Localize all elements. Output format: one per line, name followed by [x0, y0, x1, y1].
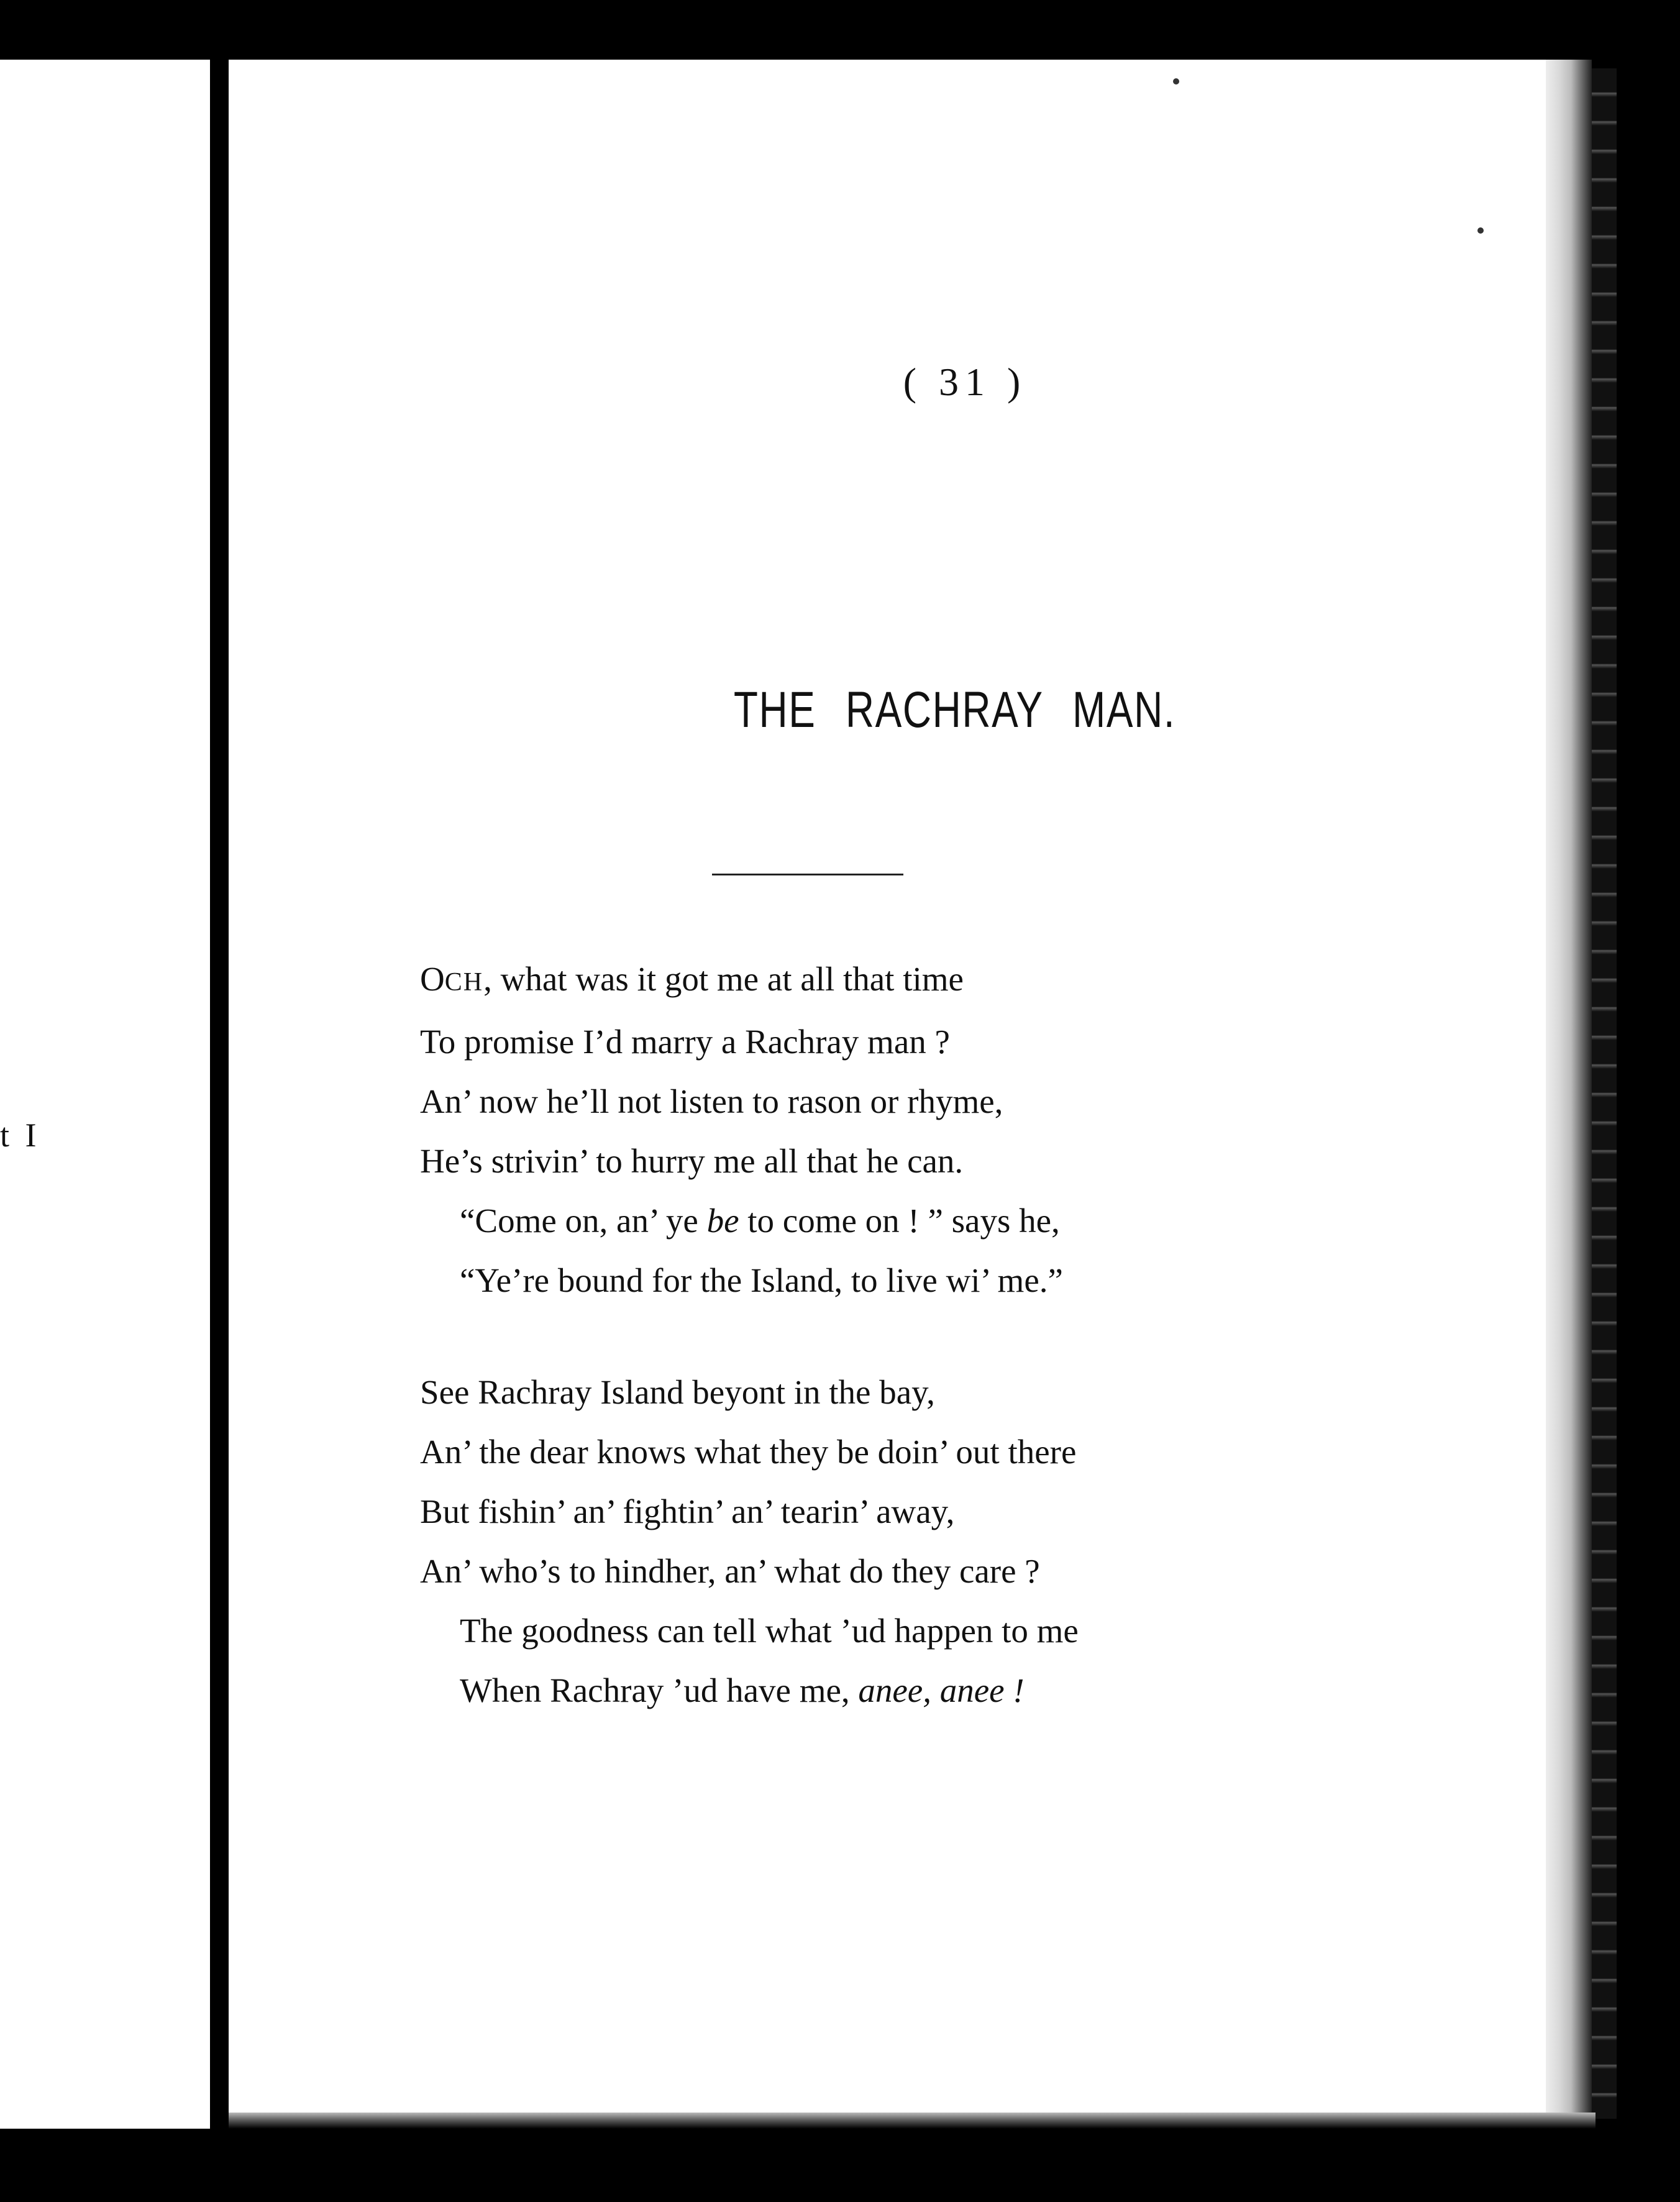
page-edge	[1546, 60, 1592, 2129]
poem-line: He’s strivin’ to hurry me all that he can.	[420, 1142, 964, 1180]
poem-line-indented: The goodness can tell what ’ud happen to me	[460, 1612, 1079, 1650]
paper-speck	[1477, 227, 1484, 234]
paper-speck	[1173, 78, 1179, 85]
stanza-1	[420, 949, 1352, 1310]
line-text: to come on ! ” says he,	[739, 1202, 1060, 1240]
poem-line: See Rachray Island beyont in the bay,	[420, 1373, 935, 1411]
left-page-text-fragment: t I	[0, 1117, 40, 1154]
line-text: , what was it got me at all that time	[483, 960, 964, 998]
poem-title: THE RACHRAY MAN.	[733, 682, 1176, 738]
right-page	[229, 60, 1546, 2116]
page-bottom-edge	[229, 2113, 1596, 2129]
poem-line-indented	[420, 1191, 1352, 1251]
book-gutter	[210, 60, 229, 2129]
poem-line: But fishin’ an’ fightin’ an’ tearin’ away,	[420, 1492, 955, 1530]
poem-line: An’ now he’ll not listen to rason or rhyme,	[420, 1082, 1003, 1120]
emphasis-text: be	[706, 1202, 739, 1240]
line-text: “Come on, an’ ye	[460, 1202, 707, 1240]
drop-letter: O	[420, 960, 445, 998]
page-number: ( 31 )	[903, 360, 1027, 404]
poem-line: To promise I’d marry a Rachray man ?	[420, 1023, 950, 1061]
poem-body	[420, 949, 1352, 1720]
page-edge-stack	[1592, 68, 1617, 2119]
left-facing-page	[0, 60, 210, 2129]
line-text: When Rachray ’ud have me,	[460, 1671, 859, 1709]
poem-line-indented	[420, 1661, 1352, 1720]
stanza-2	[420, 1363, 1352, 1720]
poem-line-indented: “Ye’re bound for the Island, to live wi’ me.”	[460, 1261, 1063, 1299]
small-caps-word: CH	[444, 968, 484, 997]
title-rule	[712, 874, 903, 875]
poem-line: An’ the dear knows what they be doin’ out there	[420, 1433, 1077, 1471]
emphasis-text: anee, anee !	[858, 1671, 1025, 1709]
poem-line	[420, 949, 1352, 1012]
poem-line: An’ who’s to hindher, an’ what do they care ?	[420, 1552, 1040, 1590]
